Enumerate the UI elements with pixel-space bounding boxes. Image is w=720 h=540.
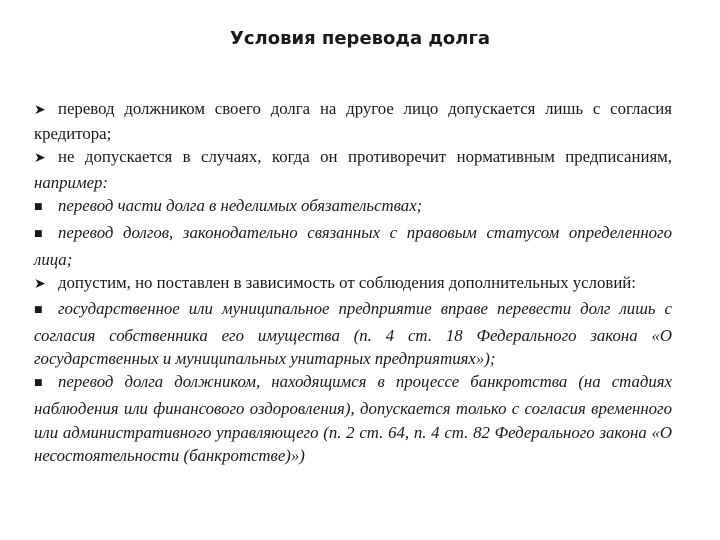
square-bullet-icon: ■ [34, 304, 43, 315]
list-item-text: не допускается в случаях, когда он противоречит нормативным предписаниям, [58, 147, 672, 167]
arrow-bullet-icon: ➤ [34, 102, 46, 118]
list-item [34, 194, 672, 221]
list-item-italic-tail: например: [34, 172, 109, 192]
content-body [34, 97, 672, 467]
list-item [34, 271, 672, 296]
list-item [34, 370, 672, 467]
list-item-text: допустим, но поставлен в зависимость от соблюдения дополнительных условий: [58, 273, 636, 293]
square-bullet-icon: ■ [34, 378, 43, 389]
arrow-bullet-icon: ➤ [34, 150, 46, 167]
square-bullet-icon: ■ [34, 229, 43, 240]
square-bullet-icon: ■ [34, 201, 43, 212]
list-item-text: государственное или муниципальное предприятие вправе перевести долг лишь с согласия собственника его имущества (п. 4 ст. 18 Федерального закона «О государственных и муниципальных унитарных предприятиях»); [34, 298, 672, 369]
list-item [34, 297, 672, 371]
arrow-bullet-icon: ➤ [34, 276, 46, 293]
list-item [34, 97, 672, 145]
list-item [34, 145, 672, 193]
list-item-text: перевод должником своего долга на другое лицо допускается лишь с согласия кредитора; [34, 99, 672, 144]
list-item-text: перевод долгов, законодательно связанных с правовым статусом определенного лица; [34, 223, 672, 270]
list-item-text: перевод долга должником, находящимся в процессе банкротства (на стадиях наблюдения или финансового оздоровления), допускается только с согласия временного или административного управляющего (п. 2 ст. 64, п. 4 ст. 82 Федерального закона «О несостоятельности (банкротстве)») [34, 372, 672, 465]
list-item-text: перевод части долга в неделимых обязательствах; [58, 195, 423, 215]
list-item [34, 221, 672, 271]
slide-title: Условия перевода долга [229, 28, 490, 49]
